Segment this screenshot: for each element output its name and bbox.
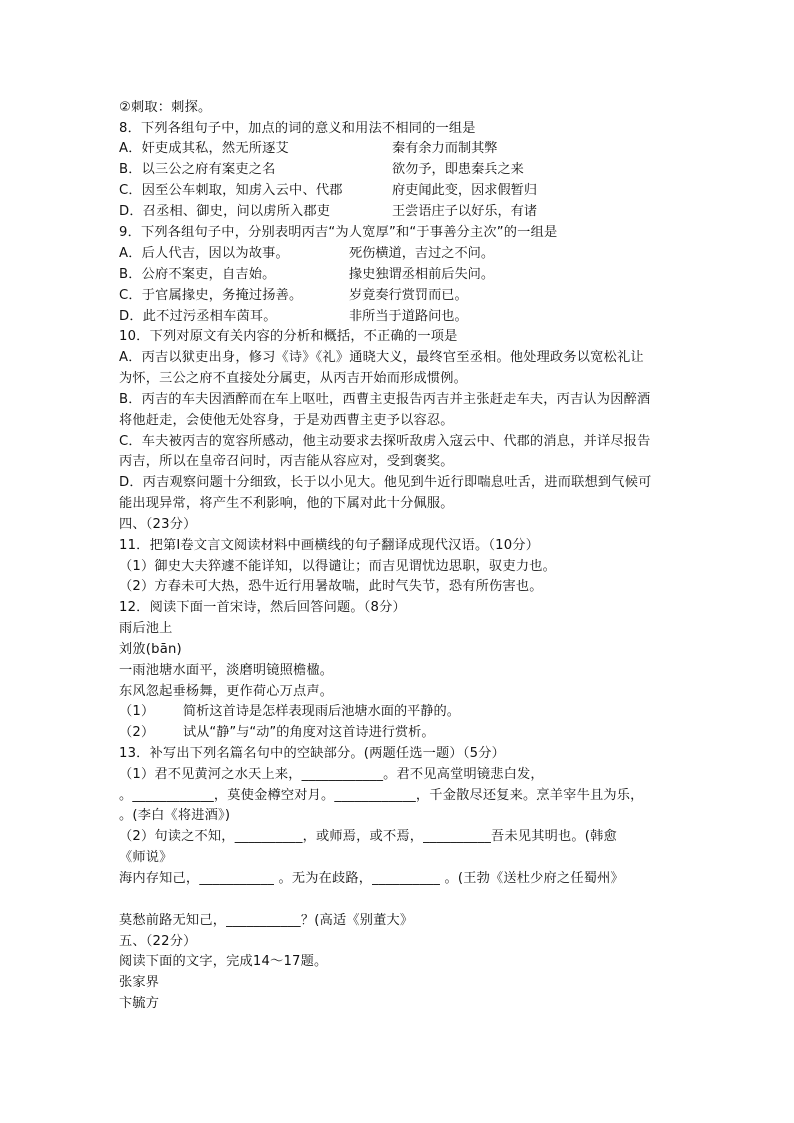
q8-option-c: C．因至公车刺取，知虏入云中、代郡 [119,183,343,198]
poem-line-1: 一雨池塘水面平，淡磨明镜照檐楹。 [119,663,334,678]
q10-option-d-line2: 能出现异常，将产生不利影响，他的下属对此十分佩服。 [119,496,454,511]
q11-item-2: （2）方春未可大热，恐牛近行用暑故喘，此时气失节，恐有所伤害也。 [119,579,543,594]
q12-item-1-number: （1） [119,704,155,719]
note-line: ②刺取：刺探。 [119,100,212,115]
question-13: 13．补写出下列名篇名句中的空缺部分。(两题任选一题）（5分） [119,746,505,761]
q10-option-a-line1: A．丙吉以狱吏出身，修习《诗》《礼》通晓大义，最终官至丞相。他处理政务以宽松礼让 [119,350,644,365]
q13-item-1-line2: 。____________，莫使金樽空对月。____________，千金散尽还复来。烹羊宰牛且为乐， [119,788,644,803]
q10-option-c-line1: C．车夫被丙吉的宽容所感动，他主动要求去探听敌虏入寇云中、代郡的消息，并详尽报告 [119,434,651,449]
question-11: 11．把第Ⅰ卷文言文阅读材料中画横线的句子翻译成现代汉语。（10分） [119,538,540,553]
question-12: 12．阅读下面一首宋诗，然后回答问题。（8分） [119,600,406,615]
q13-fill-line-wangbo: 海内存知己，___________ 。无为在歧路，__________ 。(王勃《送杜少府之任蜀州》 [119,871,624,886]
poem-author: 刘攽(bān) [119,642,182,657]
q13-item-1-source: 。(李白《将进酒》) [119,808,231,823]
q9-option-c-pair: 岁竟奏行赏罚而已。 [349,288,468,303]
section-5-heading: 五、（22分） [119,934,197,949]
q13-fill-line-gaoshi: 莫愁前路无知己，___________？(高适《别董大》 [119,913,414,928]
q9-option-b: B．公府不案吏，自吉始。 [119,267,276,282]
q8-option-b-pair: 欲勿予，即患秦兵之来 [392,162,524,177]
q10-option-a-line2: 为怀，三公之府不直接处分属吏，从丙吉开始而形成惯例。 [119,371,468,386]
q9-option-d-pair: 非所当于道路问也。 [349,309,468,324]
question-8: 8．下列各组句子中，加点的词的意义和用法不相同的一组是 [119,121,476,136]
q13-item-2-line1: （2）句读之不知，__________，或师焉，或不焉，__________吾未见其明也。(韩愈 [119,829,617,844]
q12-item-2-number: （2） [119,725,155,740]
q9-option-d: D．此不过污丞相车茵耳。 [119,309,277,324]
q8-option-a: A．奸吏成其私，然无所逐艾 [119,141,289,156]
q11-item-1: （1）御史大夫猝遽不能详知，以得谴让；而吉见谓忧边思职，驭吏力也。 [119,559,556,574]
question-10: 10．下列对原文有关内容的分析和概括，不正确的一项是 [119,329,458,344]
question-9: 9．下列各组句子中，分别表明丙吉“为人宽厚”和“于事善分主次”的一组是 [119,225,558,240]
q8-option-d-pair: 王尝语庄子以好乐，有诸 [392,204,538,219]
q12-item-1-text: 简析这首诗是怎样表现雨后池塘水面的平静的。 [183,704,460,719]
q12-item-2-text: 试从“静”与“动”的角度对这首诗进行赏析。 [183,725,435,740]
section-5-intro: 阅读下面的文字，完成14～17题。 [119,954,328,969]
q10-option-c-line2: 丙吉，所以在皇帝召问时，丙吉能从容应对，受到褒奖。 [119,454,454,469]
q13-item-1-line1: （1）君不见黄河之水天上来，____________。君不见高堂明镜悲白发， [119,767,544,782]
q8-option-b: B．以三公之府有案吏之名 [119,162,276,177]
q10-option-b-line2: 将他赶走，会使他无处容身，于是劝西曹主吏予以容忍。 [119,413,454,428]
q9-option-b-pair: 掾史独谓丞相前后失问。 [349,267,495,282]
q13-item-2-source: 《师说》 [119,850,173,865]
q8-option-d: D．召丞相、御史，问以虏所入郡吏 [119,204,331,219]
q9-option-a: A．后人代吉，因以为故事。 [119,246,289,261]
q10-option-d-line1: D．丙吉观察问题十分细致，长于以小见大。他见到牛近行即喘息吐舌，进而联想到气候可 [119,475,652,490]
poem-title: 雨后池上 [119,621,173,636]
q9-option-c: C．于官属掾史，务掩过扬善。 [119,288,303,303]
section-4-heading: 四、（23分） [119,517,197,532]
q8-option-c-pair: 府吏闻此变，因求假暂归 [392,183,538,198]
poem-line-2: 东风忽起垂杨舞，更作荷心万点声。 [119,684,334,699]
article-title: 张家界 [119,975,160,990]
q10-option-b-line1: B．丙吉的车夫因酒醉而在车上呕吐，西曹主吏报告丙吉并主张赶走车夫，丙吉认为因醉酒 [119,392,651,407]
q8-option-a-pair: 秦有余力而制其弊 [392,141,498,156]
q9-option-a-pair: 死伤横道，吉过之不问。 [349,246,495,261]
article-author: 卞毓方 [119,996,160,1011]
